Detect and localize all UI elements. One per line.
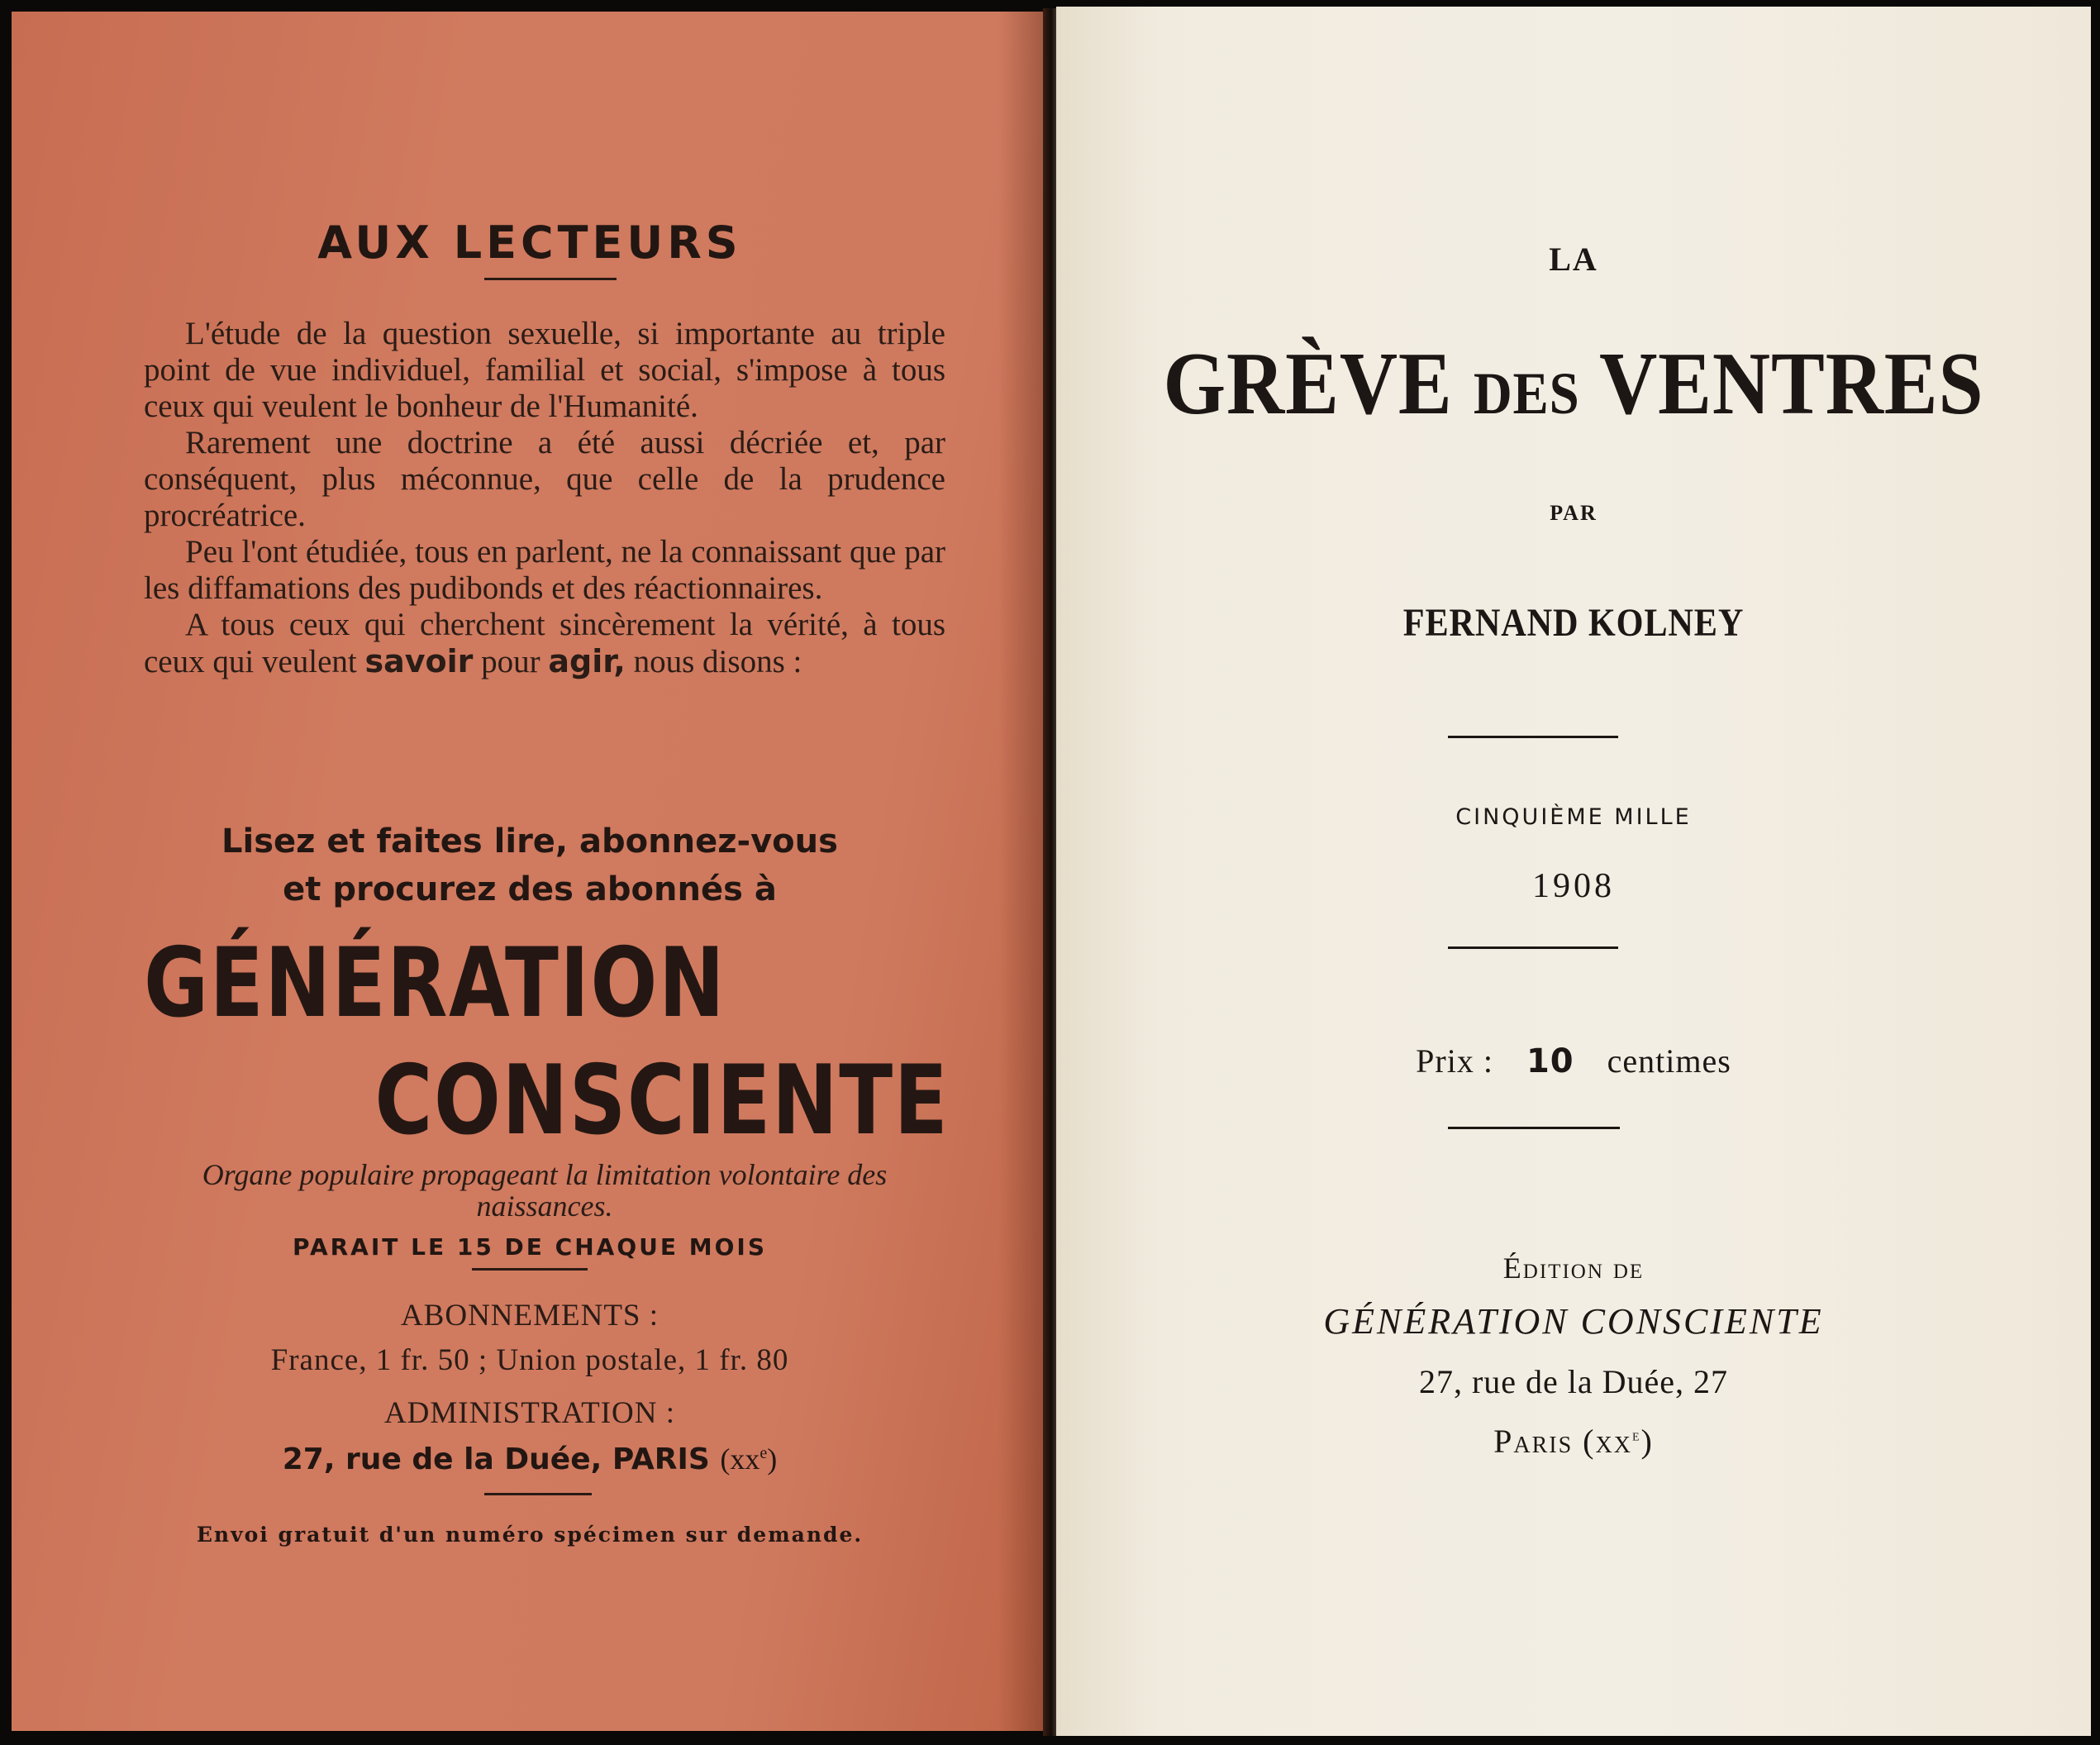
call-to-action (12, 818, 1048, 913)
paragraph-3: Peu l'ont étudiée, tous en parlent, ne la connaissant que par les diffamations des pudibonds et des réactionnaires. (144, 534, 945, 606)
city-close: ) (1640, 1423, 1654, 1460)
title-article: LA (1549, 241, 1598, 278)
p4-start: A tous ceux qui cherchent sincèrement la vérité, à tous ceux qui veulent (144, 607, 945, 679)
price-value: 10 (1526, 1042, 1574, 1080)
publication-schedule: PARAIT LE 15 DE CHAQUE MOIS (293, 1233, 767, 1261)
specimen-note: Envoi gratuit d'un numéro spécimen sur demande. (196, 1523, 864, 1547)
title-word-2: DES (1473, 360, 1580, 427)
p4-end: nous disons : (633, 644, 802, 679)
address-arr (720, 1442, 777, 1476)
rule-2 (1448, 946, 1618, 949)
masthead-consciente: CONSCIENTE (374, 1045, 949, 1156)
address-close: ) (767, 1442, 778, 1476)
author-name: FERNAND KOLNEY (1402, 601, 1745, 645)
title-word-1: GRÈVE (1163, 335, 1453, 433)
paragraph-1: L'étude de la question sexuelle, si importante au triple point de vue individuel, familial et social, s'impose à tous ceux qui veulent le bonheur de l'Humanité. (144, 316, 945, 424)
publisher-label: Édition de (1502, 1252, 1645, 1285)
cta-line-2: et procurez des abonnés à (283, 870, 777, 908)
heading-rule (484, 278, 617, 280)
left-heading: AUX LECTEURS (317, 217, 742, 269)
right-page-title (1056, 7, 2091, 1736)
price (1056, 1042, 2091, 1080)
p4-bold-savoir: savoir (364, 643, 474, 679)
publisher-city (1056, 1422, 2091, 1461)
address-rule (484, 1493, 592, 1495)
subscriptions-heading: ABONNEMENTS : (400, 1299, 660, 1333)
city-text: Paris (xx (1493, 1423, 1632, 1460)
publisher-address: 27, rue de la Duée, 27 (1418, 1363, 1729, 1400)
by-label: PAR (1550, 501, 1598, 525)
address-arr-text: (xx (720, 1442, 760, 1476)
readers-note (144, 316, 945, 680)
publisher-name: GÉNÉRATION CONSCIENTE (1323, 1301, 1824, 1342)
administration-heading: ADMINISTRATION : (383, 1396, 676, 1430)
edition-count: CINQUIÈME MILLE (1455, 804, 1692, 830)
administration-address (12, 1442, 1048, 1476)
title-word-3: VENTRES (1599, 335, 1984, 433)
city-sup: e (1631, 1426, 1641, 1445)
masthead-generation: GÉNÉRATION (144, 927, 726, 1039)
address-main: 27, rue de la Duée, PARIS (282, 1442, 710, 1476)
subscriptions-prices: France, 1 fr. 50 ; Union postale, 1 fr. 80 (270, 1343, 789, 1377)
book-title (1108, 333, 2040, 436)
masthead-subtitle: Organe populaire propageant la limitation volontaire des naissances. (202, 1158, 888, 1223)
schedule-rule (472, 1268, 588, 1271)
rule-3 (1448, 1127, 1620, 1129)
publication-year: 1908 (1532, 867, 1615, 905)
p4-bold-agir: agir, (548, 643, 626, 679)
paragraph-4 (144, 607, 945, 680)
left-page-cover (12, 12, 1048, 1731)
paragraph-2: Rarement une doctrine a été aussi décriée et, par conséquent, plus méconnue, que celle de la prudence procréatrice. (144, 425, 945, 533)
cta-line-1: Lisez et faites lire, abonnez-vous (221, 822, 838, 861)
price-label: Prix : (1416, 1042, 1493, 1080)
price-unit: centimes (1607, 1042, 1731, 1080)
address-sup: e (760, 1444, 768, 1462)
p4-mid: pour (481, 644, 540, 679)
rule-1 (1448, 736, 1618, 738)
